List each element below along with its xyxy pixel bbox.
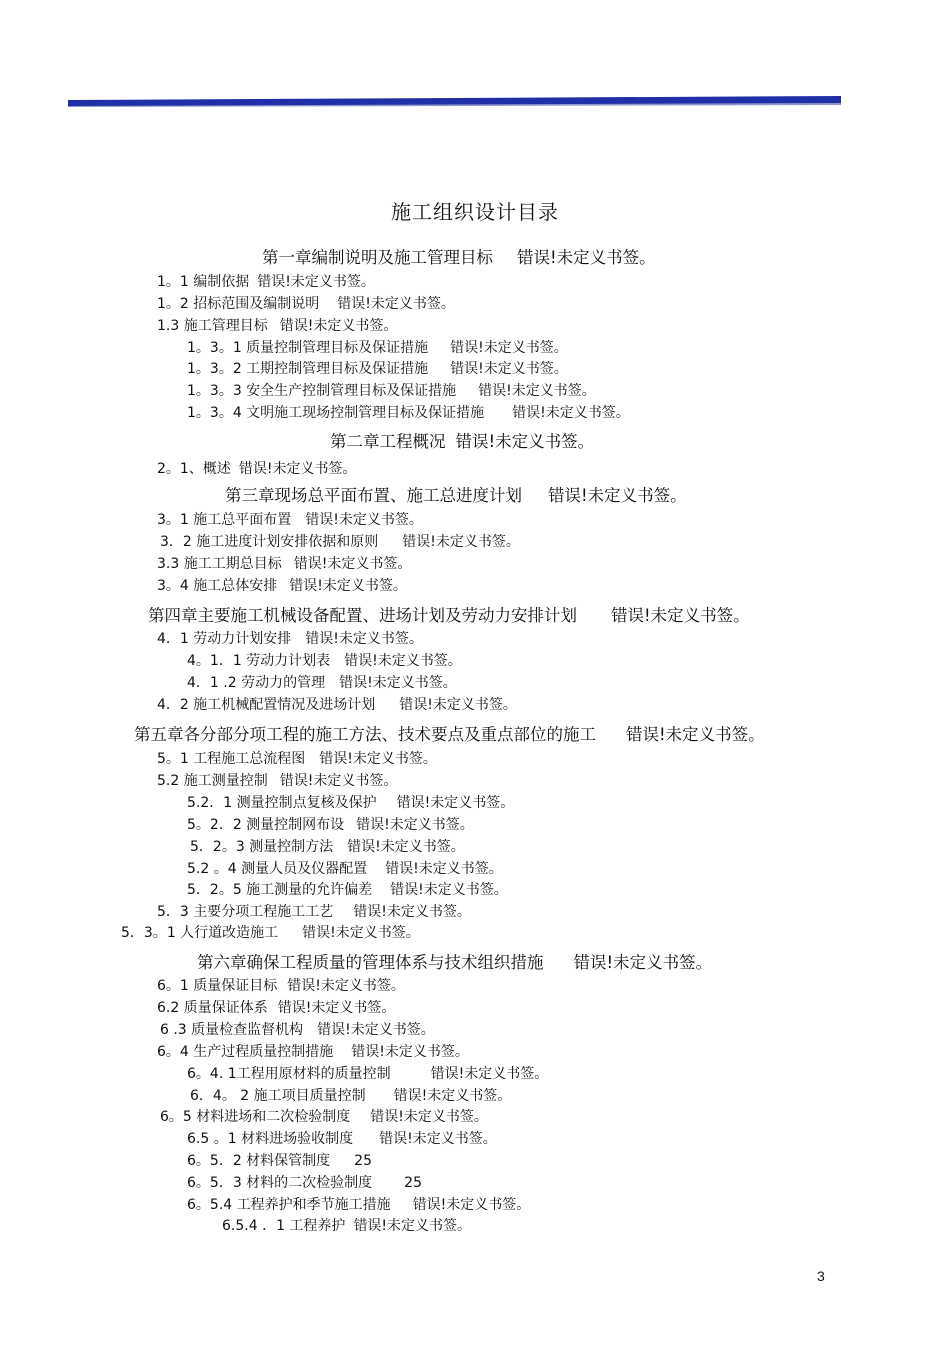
toc-page-ref: 错误!未定义书签。 bbox=[356, 817, 474, 833]
toc-label: 6.5 。1 材料进场验收制度 bbox=[187, 1131, 354, 1147]
toc-entry-1-3-4[interactable] bbox=[187, 404, 630, 422]
toc-label: 5.2 施工测量控制 bbox=[157, 773, 268, 789]
toc-entry-4-2[interactable] bbox=[157, 696, 517, 714]
toc-label: 1.3 施工管理目标 bbox=[157, 318, 268, 334]
toc-label: 第三章现场总平面布置、施工总进度计划 bbox=[225, 486, 522, 505]
toc-entry-6-5-4[interactable] bbox=[187, 1196, 530, 1214]
toc-page-ref: 错误!未定义书签。 bbox=[302, 925, 420, 941]
toc-label: 第一章编制说明及施工管理目标 bbox=[262, 248, 493, 267]
toc-page-ref: 错误!未定义书签。 bbox=[402, 534, 520, 550]
toc-entry-4-1-1[interactable] bbox=[187, 652, 462, 670]
toc-label: 5。1 工程施工总流程图 bbox=[157, 751, 306, 767]
toc-page-ref: 错误!未定义书签。 bbox=[573, 953, 713, 972]
toc-entry-5-2[interactable] bbox=[157, 772, 397, 790]
toc-page-ref: 25 bbox=[354, 1153, 372, 1169]
toc-label: 6．4。 2 施工项目质量控制 bbox=[190, 1088, 366, 1104]
toc-entry-5-2-4[interactable] bbox=[187, 860, 503, 878]
toc-page-ref: 25 bbox=[404, 1175, 422, 1191]
toc-page-ref: 错误!未定义书签。 bbox=[289, 578, 407, 594]
toc-page-ref: 错误!未定义书签。 bbox=[344, 653, 462, 669]
toc-entry-6-5-2[interactable] bbox=[187, 1152, 372, 1170]
page-number: 3 bbox=[817, 1268, 825, 1284]
toc-label: 3.3 施工工期总目标 bbox=[157, 556, 282, 572]
toc-page-ref: 错误!未定义书签。 bbox=[351, 1044, 469, 1060]
toc-entry-1-2[interactable] bbox=[157, 295, 455, 313]
toc-entry-5-2-5[interactable] bbox=[187, 881, 508, 899]
toc-page-ref: 错误!未定义书签。 bbox=[379, 1131, 497, 1147]
toc-entry-1-3-2[interactable] bbox=[187, 360, 568, 378]
toc-page-ref: 错误!未定义书签。 bbox=[626, 725, 765, 744]
toc-label: 1。1 编制依据 bbox=[157, 274, 250, 290]
toc-entry-6-1[interactable] bbox=[157, 977, 405, 995]
toc-page-ref: 错误!未定义书签。 bbox=[305, 512, 423, 528]
toc-label: 3。1 施工总平面布置 bbox=[157, 512, 292, 528]
toc-page-ref: 错误!未定义书签。 bbox=[353, 1218, 472, 1234]
toc-page-ref: 错误!未定义书签。 bbox=[385, 861, 503, 877]
toc-entry-4-1-2[interactable] bbox=[187, 674, 457, 692]
toc-label: 第五章各分部分项工程的施工方法、技术要点及重点部位的施工 bbox=[134, 725, 596, 744]
toc-page-ref: 错误!未定义书签。 bbox=[257, 274, 375, 290]
toc-page-ref: 错误!未定义书签。 bbox=[517, 248, 656, 267]
toc-page-ref: 错误!未定义书签。 bbox=[399, 697, 517, 713]
toc-chapter-2[interactable] bbox=[330, 431, 594, 453]
document-title: 施工组织设计目录 bbox=[391, 200, 559, 224]
toc-entry-1-3-1[interactable] bbox=[187, 339, 568, 357]
toc-label: 6。4 生产过程质量控制措施 bbox=[157, 1044, 334, 1060]
toc-entry-6-5-3[interactable] bbox=[187, 1174, 422, 1192]
toc-page-ref: 错误!未定义书签。 bbox=[450, 361, 568, 377]
toc-entry-3-4[interactable] bbox=[157, 577, 407, 595]
toc-page-ref: 错误!未定义书签。 bbox=[287, 978, 405, 994]
toc-chapter-6[interactable] bbox=[197, 952, 712, 974]
toc-label: 第二章工程概况 bbox=[330, 432, 446, 451]
toc-label: 5．3 主要分项工程施工工艺 bbox=[157, 904, 334, 920]
toc-page-ref: 错误!未定义书签。 bbox=[347, 839, 465, 855]
toc-page-ref: 错误!未定义书签。 bbox=[337, 296, 455, 312]
toc-page-ref: 错误!未定义书签。 bbox=[430, 1066, 549, 1082]
toc-entry-6-5[interactable] bbox=[160, 1108, 488, 1126]
toc-label: 6。1 质量保证目标 bbox=[157, 978, 278, 994]
toc-page-ref: 错误!未定义书签。 bbox=[455, 432, 595, 451]
toc-page-ref: 错误!未定义书签。 bbox=[478, 383, 596, 399]
toc-label: 第四章主要施工机械设备配置、进场计划及劳动力安排计划 bbox=[148, 606, 577, 625]
toc-entry-2-1[interactable] bbox=[157, 460, 356, 478]
toc-entry-3-1[interactable] bbox=[157, 511, 423, 529]
toc-label: 6。5.4 工程养护和季节施工措施 bbox=[187, 1197, 391, 1213]
toc-entry-5-2-3[interactable] bbox=[190, 838, 465, 856]
toc-page-ref: 错误!未定义书签。 bbox=[238, 461, 357, 477]
toc-label: 6.5.4 ．1 工程养护 bbox=[222, 1218, 346, 1234]
toc-entry-3-3[interactable] bbox=[157, 555, 411, 573]
toc-entry-5-1[interactable] bbox=[157, 750, 437, 768]
toc-label: 第六章确保工程质量的管理体系与技术组织措施 bbox=[197, 953, 544, 972]
toc-entry-6-5-4-1[interactable] bbox=[222, 1217, 471, 1235]
toc-entry-5-3[interactable] bbox=[157, 903, 471, 921]
toc-entry-6-4-2[interactable] bbox=[190, 1087, 511, 1105]
toc-label: 1。3。4 文明施工现场控制管理目标及保证措施 bbox=[187, 405, 485, 421]
toc-label: 4．1 .2 劳动力的管理 bbox=[187, 675, 326, 691]
toc-label: 5.2．1 测量控制点复核及保护 bbox=[187, 795, 377, 811]
toc-label: 1。3。3 安全生产控制管理目标及保证措施 bbox=[187, 383, 457, 399]
toc-page-ref: 错误!未定义书签。 bbox=[279, 318, 398, 334]
toc-page-ref: 错误!未定义书签。 bbox=[512, 405, 630, 421]
toc-label: 1。3。2 工期控制管理目标及保证措施 bbox=[187, 361, 429, 377]
toc-label: 6。5．3 材料的二次检验制度 bbox=[187, 1175, 373, 1191]
toc-page-ref: 错误!未定义书签。 bbox=[396, 795, 515, 811]
toc-page-ref: 错误!未定义书签。 bbox=[317, 1022, 435, 1038]
toc-label: 5.2 。4 测量人员及仪器配置 bbox=[187, 861, 368, 877]
toc-entry-6-2[interactable] bbox=[157, 999, 395, 1017]
toc-entry-5-3-1[interactable] bbox=[121, 924, 420, 942]
toc-page-ref: 错误!未定义书签。 bbox=[277, 1000, 396, 1016]
toc-entry-5-2-1[interactable] bbox=[187, 794, 514, 812]
header-rule bbox=[68, 96, 841, 107]
toc-page-ref: 错误!未定义书签。 bbox=[393, 1088, 512, 1104]
toc-label: 2。1、概述 bbox=[157, 461, 231, 477]
toc-label: 6 .3 质量检查监督机构 bbox=[160, 1022, 304, 1038]
toc-label: 4．2 施工机械配置情况及进场计划 bbox=[157, 697, 376, 713]
toc-page-ref: 错误!未定义书签。 bbox=[279, 773, 398, 789]
toc-entry-5-2-2[interactable] bbox=[187, 816, 474, 834]
toc-label: 5。2．2 测量控制网布设 bbox=[187, 817, 345, 833]
toc-label: 1。2 招标范围及编制说明 bbox=[157, 296, 320, 312]
toc-label: 5．2。3 测量控制方法 bbox=[190, 839, 334, 855]
toc-page-ref: 错误!未定义书签。 bbox=[339, 675, 457, 691]
toc-label: 4。1．1 劳动力计划表 bbox=[187, 653, 331, 669]
toc-page-ref: 错误!未定义书签。 bbox=[548, 486, 687, 505]
toc-page-ref: 错误!未定义书签。 bbox=[611, 606, 750, 625]
toc-page-ref: 错误!未定义书签。 bbox=[353, 904, 471, 920]
toc-entry-6-4-1[interactable] bbox=[187, 1065, 548, 1083]
toc-entry-3-2[interactable] bbox=[160, 533, 520, 551]
toc-label: 4．1 劳动力计划安排 bbox=[157, 631, 292, 647]
toc-page-ref: 错误!未定义书签。 bbox=[450, 340, 568, 356]
toc-label: 6。5．2 材料保管制度 bbox=[187, 1153, 331, 1169]
toc-entry-1-3[interactable] bbox=[157, 317, 397, 335]
toc-entry-6-3[interactable] bbox=[160, 1021, 435, 1039]
toc-label: 6。4. 1工程用原材料的质量控制 bbox=[187, 1066, 391, 1082]
toc-label: 6。5 材料进场和二次检验制度 bbox=[160, 1109, 351, 1125]
toc-entry-4-1[interactable] bbox=[157, 630, 423, 648]
toc-entry-1-1[interactable] bbox=[157, 273, 375, 291]
toc-entry-6-5-1[interactable] bbox=[187, 1130, 497, 1148]
toc-page-ref: 错误!未定义书签。 bbox=[370, 1109, 488, 1125]
toc-page-ref: 错误!未定义书签。 bbox=[305, 631, 423, 647]
toc-entry-1-3-3[interactable] bbox=[187, 382, 596, 400]
toc-page-ref: 错误!未定义书签。 bbox=[293, 556, 412, 572]
toc-label: 3。4 施工总体安排 bbox=[157, 578, 278, 594]
toc-chapter-4[interactable] bbox=[148, 605, 750, 627]
toc-page-ref: 错误!未定义书签。 bbox=[319, 751, 437, 767]
toc-label: 3．2 施工进度计划安排依据和原则 bbox=[160, 534, 379, 550]
toc-page-ref: 错误!未定义书签。 bbox=[390, 882, 508, 898]
toc-chapter-5[interactable] bbox=[134, 724, 765, 746]
toc-chapter-3[interactable] bbox=[225, 485, 687, 507]
toc-label: 5．3。1 人行道改造施工 bbox=[121, 925, 279, 941]
toc-page-ref: 错误!未定义书签。 bbox=[412, 1197, 531, 1213]
toc-chapter-1[interactable] bbox=[262, 247, 656, 269]
toc-label: 5．2。5 施工测量的允许偏差 bbox=[187, 882, 373, 898]
toc-label: 6.2 质量保证体系 bbox=[157, 1000, 268, 1016]
toc-entry-6-4[interactable] bbox=[157, 1043, 469, 1061]
toc-label: 1。3。1 质量控制管理目标及保证措施 bbox=[187, 340, 429, 356]
